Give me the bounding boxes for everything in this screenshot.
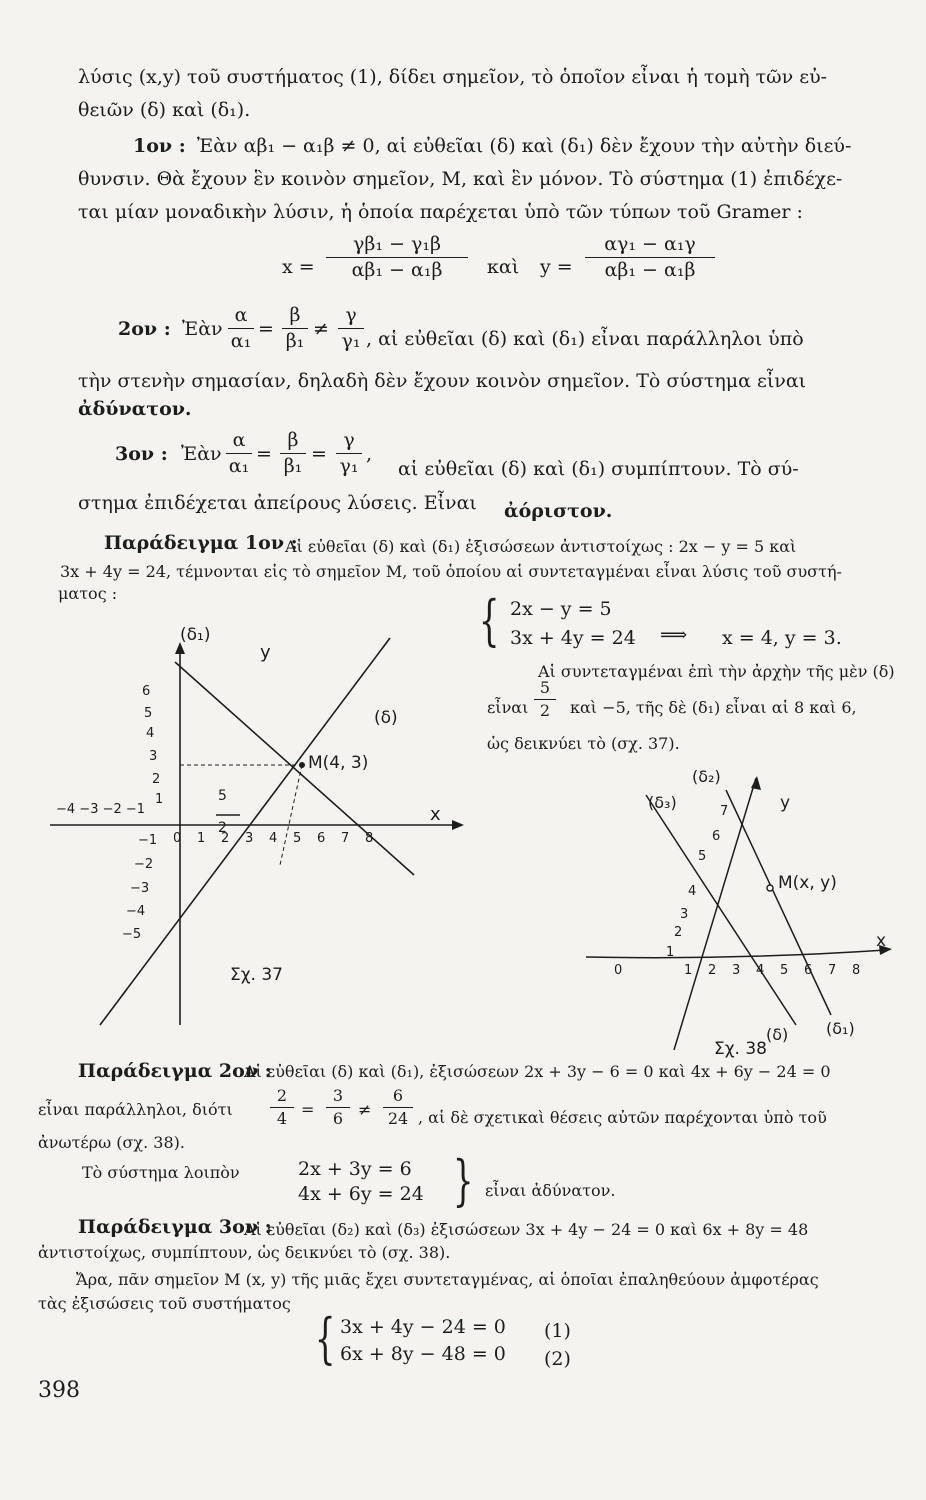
- system-2-brace: }: [452, 1149, 474, 1212]
- system-3-brace: {: [314, 1307, 336, 1370]
- example-1-line-3: ματος :: [58, 584, 118, 603]
- example-1-right-3: ὡς δεικνύει τὸ (σχ. 37).: [487, 734, 680, 753]
- frac-3-6: 3 6: [326, 1088, 350, 1127]
- case-2-ean: Ἐὰν: [182, 318, 223, 340]
- fig38-x-tick: 3: [732, 963, 741, 978]
- fig38-y-tick: 5: [698, 849, 707, 864]
- fig38-x-tick: 1: [684, 963, 693, 978]
- y-equals: y =: [540, 256, 573, 278]
- text-line-2: θειῶν (δ) καὶ (δ₁).: [78, 99, 251, 121]
- frac-2-4: 2 4: [270, 1088, 294, 1127]
- fig37-x-tick: 3: [245, 831, 254, 846]
- system-1-eq-a: 2x − y = 5: [510, 598, 612, 620]
- example-2-line-2: εἶναι παράλληλοι, διότι: [38, 1100, 233, 1119]
- fig38-point-label: M(x, y): [778, 873, 837, 893]
- fig38-x-tick: 8: [852, 963, 861, 978]
- y-fraction: [585, 235, 715, 280]
- case-3-heading: 3ον :: [115, 443, 168, 465]
- x-equals: x =: [282, 256, 315, 278]
- fig37-y-tick: 6: [142, 684, 151, 699]
- system-2-tail: εἶναι ἀδύνατον.: [485, 1181, 616, 1200]
- fig38-caption: Σχ. 38: [714, 1039, 768, 1059]
- system-1-solution: x = 4, y = 3.: [722, 627, 842, 649]
- fig38-x-tick: 7: [828, 963, 837, 978]
- fig38-x-tick: 5: [780, 963, 789, 978]
- text-line-8: ἀδύνατον.: [78, 398, 192, 420]
- fig38-y-tick: 3: [680, 907, 689, 922]
- fig37-label-x: x: [430, 804, 441, 825]
- fig37-x-tick: 6: [317, 831, 326, 846]
- fig37-y-tick: −2: [134, 857, 154, 872]
- text-line-7: τὴν στενὴν σημασίαν, δηλαδὴ δὲν ἔχουν κοινὸν σημεῖον. Τὸ σύστημα εἶναι: [78, 370, 807, 392]
- kai-word: καὶ: [487, 256, 520, 278]
- fig38-line-d2: [726, 790, 831, 1015]
- fig37-x-tick: 2: [221, 831, 230, 846]
- comma: ,: [366, 443, 373, 465]
- text-line-1: λύσις (x,y) τοῦ συστήματος (1), δίδει σημεῖον, τὸ ὁποῖον εἶναι ἡ τομὴ τῶν εὐ-: [78, 66, 828, 88]
- example-2-line-3: ἀνωτέρω (σχ. 38).: [38, 1133, 185, 1152]
- fig37-y-tick: −1: [138, 833, 158, 848]
- fig38-line-d3: [646, 795, 796, 1025]
- example-1-right-1: Αἱ συντεταγμέναι ἐπὶ τὴν ἀρχὴν τῆς μὲν (δ): [538, 662, 895, 681]
- example-3-line-4: τὰς ἐξισώσεις τοῦ συστήματος: [38, 1294, 291, 1313]
- fig37-half-den: 2: [218, 820, 227, 836]
- fig37-x-ticks-neg: −4 −3 −2 −1: [56, 802, 146, 817]
- fig37-y-tick: 4: [146, 726, 155, 741]
- fig38-x-tick: 2: [708, 963, 717, 978]
- system-3-num-2: (2): [544, 1348, 571, 1370]
- frac-a-a1: α α₁: [228, 306, 254, 351]
- aoriston-word: ἀόριστον.: [504, 500, 613, 522]
- page-number: 398: [38, 1378, 80, 1403]
- fig37-x-tick: 8: [365, 831, 374, 846]
- case-1-heading: 1ον :: [133, 135, 186, 157]
- example-1-heading: Παράδειγμα 1ον :: [104, 532, 298, 554]
- x-fraction: [326, 235, 468, 280]
- fig37-x-tick: 4: [269, 831, 278, 846]
- fig38-y-tick: 7: [720, 804, 729, 819]
- example-3-line-3: Ἄρα, πᾶν σημεῖον Μ (x, y) τῆς μιᾶς ἔχει συντεταγμένας, αἱ ὁποῖαι ἐπαληθεύουν ἀμφοτέρας: [76, 1270, 819, 1289]
- fig37-caption: Σχ. 37: [230, 965, 284, 985]
- x-numerator: γβ₁ − γ₁β: [353, 233, 441, 255]
- system-3-num-1: (1): [544, 1320, 571, 1342]
- fig37-label-y: y: [260, 642, 271, 663]
- frac3-a-a1: α α₁: [226, 431, 252, 476]
- fig37-y-tick: −4: [126, 904, 146, 919]
- fig37-y-tick: 5: [144, 706, 153, 721]
- system-3-eq-b: 6x + 8y − 48 = 0: [340, 1343, 506, 1365]
- fig38-label-d2: (δ₂): [692, 767, 721, 786]
- fig38-y-tick: 6: [712, 829, 721, 844]
- example-1-line-2: 3x + 4y = 24, τέμνονται εἰς τὸ σημεῖον Μ, τοῦ ὁποίου αἱ συντεταγμέναι εἶναι λύσις τοῦ συστή-: [60, 562, 842, 581]
- eq-sign-3: =: [311, 443, 327, 465]
- frac3-g-g1: γ γ₁: [336, 431, 362, 476]
- fig37-y-tick: 1: [155, 792, 164, 807]
- example-3-heading: Παράδειγμα 3ον :: [78, 1216, 272, 1238]
- fig38-x-axis: [586, 950, 886, 958]
- example-2-heading: Παράδειγμα 2ον :: [78, 1060, 272, 1082]
- fig37-half-num: 5: [218, 788, 227, 804]
- fig37-x-tick: 0: [173, 831, 182, 846]
- example-2-line-2b: , αἱ δὲ σχετικαὶ θέσεις αὐτῶν παρέχονται ὑπὸ τοῦ: [418, 1108, 827, 1127]
- case-3-ean: Ἐὰν: [181, 443, 222, 465]
- x-denominator: αβ₁ − α₁β: [351, 259, 443, 281]
- fig38-point-m: [767, 885, 773, 891]
- frac-6-24: 6 24: [383, 1088, 413, 1127]
- y-numerator: αγ₁ − α₁γ: [604, 233, 696, 255]
- system-1-brace: {: [478, 589, 500, 652]
- fig37-x-tick: 5: [293, 831, 302, 846]
- fig37-x-tick: 7: [341, 831, 350, 846]
- fig38-label-d3: (δ₃): [648, 793, 677, 812]
- example-1-right-2: καὶ −5, τῆς δὲ (δ₁) εἶναι αἱ 8 καὶ 6,: [570, 698, 857, 717]
- fig37-y-tick: −3: [130, 881, 150, 896]
- text-line-5: ται μίαν μοναδικὴν λύσιν, ἡ ὁποία παρέχεται ὑπὸ τῶν τύπων τοῦ Gramer :: [78, 201, 803, 223]
- system-2-eq-a: 2x + 3y = 6: [298, 1158, 412, 1180]
- fig38-label-x: x: [876, 931, 887, 951]
- system-2-eq-b: 4x + 6y = 24: [298, 1183, 424, 1205]
- fig38-y-tick: 4: [688, 884, 697, 899]
- fig37-label-d1: (δ₁): [180, 625, 211, 645]
- text-line-10: στημα ἐπιδέχεται ἀπείρους λύσεις. Εἶναι: [78, 492, 477, 514]
- figure-38: [576, 760, 906, 1060]
- fig37-x-tick: 1: [197, 831, 206, 846]
- eq-sign-2: =: [256, 443, 272, 465]
- text-line-4: θυνσιν. Θὰ ἔχουν ἓν κοινὸν σημεῖον, Μ, καὶ ἓν μόνον. Τὸ σύστημα (1) ἐπιδέχε-: [78, 168, 843, 190]
- fig38-x-tick: 6: [804, 963, 813, 978]
- fig37-point-label: M(4, 3): [308, 753, 369, 773]
- neq-sign: ≠: [313, 318, 329, 340]
- case-2-heading: 2ον :: [118, 318, 171, 340]
- fig38-y-tick: 2: [674, 925, 683, 940]
- ex2-eq: =: [301, 1100, 315, 1119]
- ex2-neq: ≠: [358, 1100, 372, 1119]
- system-1-eq-b: 3x + 4y = 24: [510, 627, 636, 649]
- fig37-point-m: [299, 762, 305, 768]
- frac-5-2: 5 2: [534, 680, 556, 719]
- y-denominator: αβ₁ − α₁β: [604, 259, 696, 281]
- fig38-x-tick: 4: [756, 963, 765, 978]
- fig37-y-tick: 3: [149, 749, 158, 764]
- fig38-label-d1: (δ₁): [826, 1019, 855, 1038]
- figure-37: [40, 620, 480, 1040]
- fig37-y-tick: 2: [152, 772, 161, 787]
- case-1-text: Ἐὰν αβ₁ − α₁β ≠ 0, αἱ εὐθεῖαι (δ) καὶ (δ₁) δὲν ἔχουν τὴν αὐτὴν διεύ-: [197, 135, 852, 157]
- fig37-y-tick: −5: [122, 927, 142, 942]
- frac-b-b1: β β₁: [282, 306, 308, 351]
- case-2-text: , αἱ εὐθεῖαι (δ) καὶ (δ₁) εἶναι παράλληλοι ὑπὸ: [366, 328, 804, 350]
- einai-word: εἶναι: [487, 698, 529, 717]
- system-2-lead: Τὸ σύστημα λοιπὸν: [82, 1163, 240, 1182]
- fig38-label-d: (δ): [766, 1025, 789, 1044]
- system-3-eq-a: 3x + 4y − 24 = 0: [340, 1316, 506, 1338]
- fig37-label-d: (δ): [374, 708, 398, 728]
- example-2-text: Αἱ εὐθεῖαι (δ) καὶ (δ₁), ἐξισώσεων 2x + 3y − 6 = 0 καὶ 4x + 6y − 24 = 0: [244, 1062, 831, 1081]
- eq-sign: =: [258, 318, 274, 340]
- fig38-label-y: y: [780, 793, 791, 813]
- example-3-line-2: ἀντιστοίχως, συμπίπτουν, ὡς δεικνύει τὸ (σχ. 38).: [38, 1243, 451, 1262]
- fig38-y-tick: 1: [666, 945, 675, 960]
- example-1-text: Αἱ εὐθεῖαι (δ) καὶ (δ₁) ἐξισώσεων ἀντιστοίχως : 2x − y = 5 καὶ: [285, 537, 797, 556]
- case-3-text: αἱ εὐθεῖαι (δ) καὶ (δ₁) συμπίπτουν. Τὸ σύ-: [398, 458, 799, 480]
- fig38-x-tick: 0: [614, 963, 623, 978]
- implies-arrow: ⟹: [660, 624, 688, 646]
- frac-g-g1: γ γ₁: [338, 306, 364, 351]
- example-3-text: Αἱ εὐθεῖαι (δ₂) καὶ (δ₃) ἐξισώσεων 3x + 4y − 24 = 0 καὶ 6x + 8y = 48: [244, 1220, 809, 1239]
- frac3-b-b1: β β₁: [280, 431, 306, 476]
